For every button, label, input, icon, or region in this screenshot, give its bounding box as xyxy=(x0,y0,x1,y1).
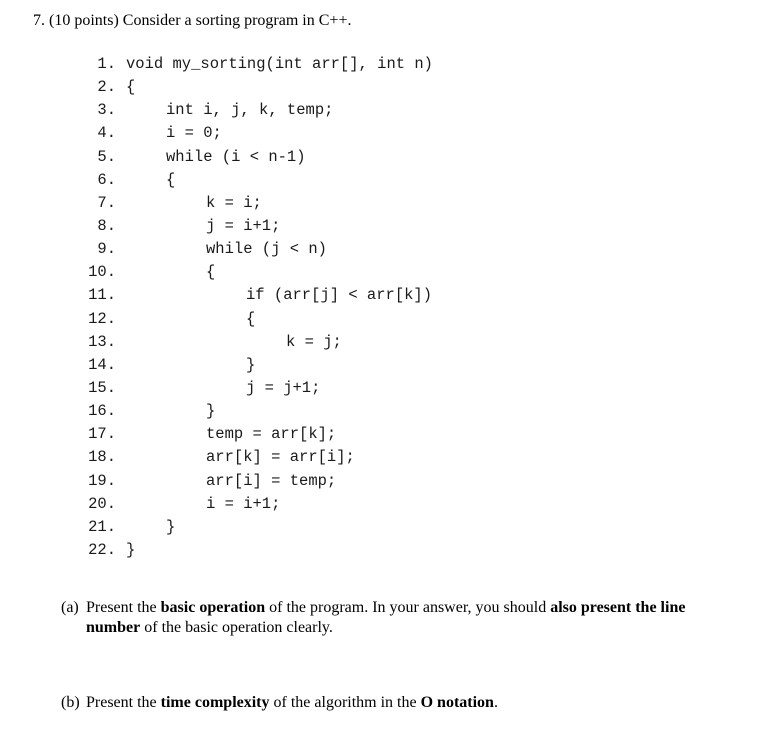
code-text: k = i; xyxy=(206,193,262,212)
code-text: i = i+1; xyxy=(206,494,281,513)
code-text: { xyxy=(166,170,176,189)
code-line xyxy=(0,169,773,192)
code-line xyxy=(0,423,773,446)
code-line xyxy=(0,99,773,122)
part-a-text-seg1: Present the xyxy=(86,599,161,616)
line-number: 15. xyxy=(88,378,116,397)
line-number: 9. xyxy=(97,240,116,259)
line-number: 21. xyxy=(88,517,116,536)
part-a-text-seg2: of the program. In your answer, you should xyxy=(265,599,551,616)
code-text: j = i+1; xyxy=(206,216,281,235)
code-line xyxy=(0,377,773,400)
question-title: 7. (10 points) Consider a sorting program in C++. xyxy=(33,12,352,29)
code-text: void my_sorting(int arr[], int n) xyxy=(126,55,433,73)
code-text: } xyxy=(206,402,216,421)
line-number: 2. xyxy=(97,78,116,97)
code-line xyxy=(0,331,773,354)
code-text: temp = arr[k]; xyxy=(206,425,337,444)
line-number: 12. xyxy=(88,309,116,328)
code-text: while (i < n-1) xyxy=(166,147,306,166)
code-text: k = j; xyxy=(286,332,342,351)
code-text: if (arr[j] < arr[k]) xyxy=(246,286,433,305)
code-line xyxy=(0,238,773,261)
code-text: { xyxy=(206,263,216,282)
line-number: 13. xyxy=(88,332,116,351)
code-line xyxy=(0,493,773,516)
code-line xyxy=(0,122,773,145)
part-b-text-seg3: . xyxy=(493,694,498,711)
code-line xyxy=(0,76,773,99)
code-line xyxy=(0,539,773,562)
line-number: 17. xyxy=(88,425,116,444)
part-a-text xyxy=(86,598,721,638)
part-a-text-seg3: of the basic operation clearly. xyxy=(140,619,333,636)
line-number: 1. xyxy=(97,55,116,73)
code-line xyxy=(0,146,773,169)
code-text: } xyxy=(246,355,256,374)
part-b-bold-o-notation: O notation xyxy=(420,694,494,711)
code-text: } xyxy=(126,540,136,559)
code-line xyxy=(0,192,773,215)
line-number: 6. xyxy=(97,170,116,189)
code-text: while (j < n) xyxy=(206,240,327,259)
line-number: 22. xyxy=(88,540,116,559)
code-text: } xyxy=(166,517,176,536)
part-b-question xyxy=(61,693,721,713)
code-line xyxy=(0,308,773,331)
line-number: 5. xyxy=(97,147,116,166)
code-line xyxy=(0,446,773,469)
line-number: 19. xyxy=(88,471,116,490)
part-a-bold-basic-operation: basic operation xyxy=(160,599,266,616)
part-a-question xyxy=(61,598,721,638)
part-a-label: (a) xyxy=(61,599,79,616)
code-line xyxy=(0,284,773,307)
code-line xyxy=(0,470,773,493)
code-listing xyxy=(0,53,773,562)
part-b-text xyxy=(86,693,721,713)
line-number: 10. xyxy=(88,263,116,282)
code-text: i = 0; xyxy=(166,124,222,143)
line-number: 18. xyxy=(88,448,116,467)
code-text: int i, j, k, temp; xyxy=(166,101,334,120)
part-b-bold-time-complexity: time complexity xyxy=(160,694,270,711)
part-a-bold-line-number: also present the line number xyxy=(86,599,686,636)
line-number: 20. xyxy=(88,494,116,513)
code-line xyxy=(0,261,773,284)
code-line xyxy=(0,354,773,377)
line-number: 8. xyxy=(97,216,116,235)
line-number: 3. xyxy=(97,101,116,120)
line-number: 4. xyxy=(97,124,116,143)
code-text: { xyxy=(246,309,256,328)
code-line xyxy=(0,400,773,423)
line-number: 11. xyxy=(88,286,116,305)
code-text: arr[i] = temp; xyxy=(206,471,337,490)
code-text: { xyxy=(126,78,136,97)
code-text: j = j+1; xyxy=(246,378,321,397)
code-line xyxy=(0,215,773,238)
part-b-text-seg2: of the algorithm in the xyxy=(269,694,421,711)
line-number: 16. xyxy=(88,402,116,421)
line-number: 14. xyxy=(88,355,116,374)
line-number: 7. xyxy=(97,193,116,212)
code-line xyxy=(0,53,773,76)
code-line xyxy=(0,516,773,539)
part-b-label: (b) xyxy=(61,694,80,711)
part-b-text-seg1: Present the xyxy=(86,694,161,711)
code-text: arr[k] = arr[i]; xyxy=(206,448,355,467)
